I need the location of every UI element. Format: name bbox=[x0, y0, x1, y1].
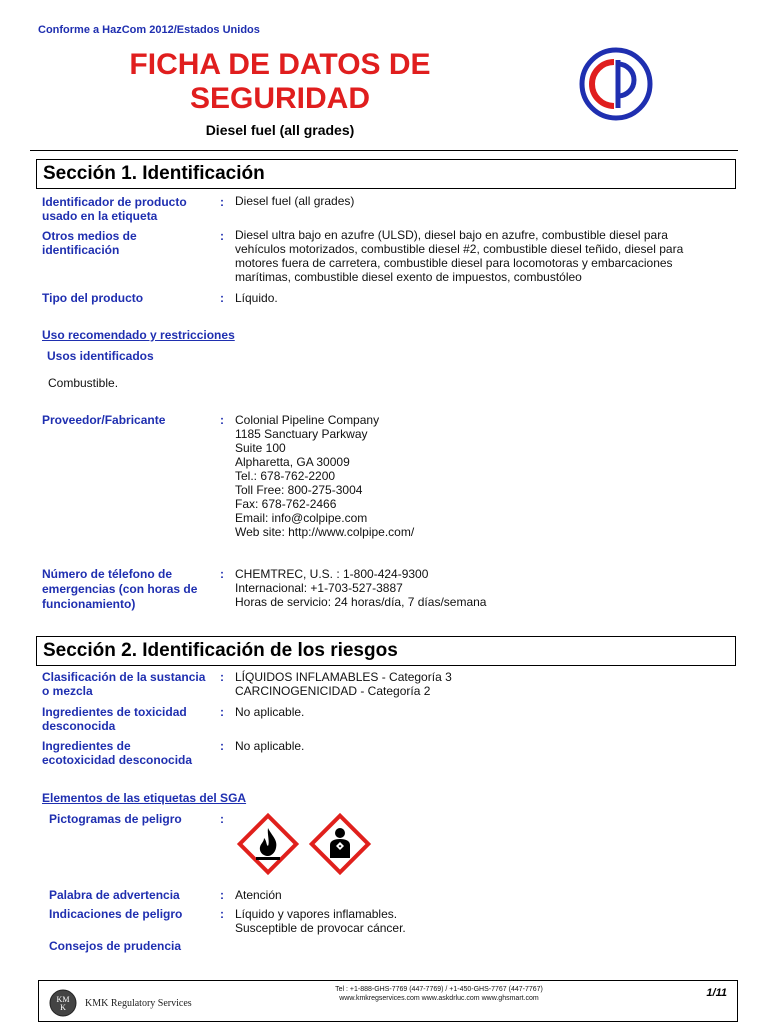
colon: : bbox=[220, 229, 224, 243]
other-ids-label: Otros medios de identificación bbox=[42, 229, 137, 257]
page-footer bbox=[38, 980, 738, 1022]
colon: : bbox=[220, 888, 224, 902]
svg-text:KM: KM bbox=[56, 995, 70, 1004]
colon: : bbox=[220, 705, 224, 719]
product-type-label: Tipo del producto bbox=[42, 291, 144, 305]
title-line-1: FICHA DE DATOS DE bbox=[129, 48, 431, 81]
colon: : bbox=[220, 413, 224, 427]
document-title bbox=[60, 48, 500, 116]
title-line-2: SEGURIDAD bbox=[189, 82, 370, 115]
kmk-logo-icon bbox=[49, 989, 77, 1017]
identified-uses-label: Usos identificados bbox=[47, 349, 154, 363]
hazard-statements-label: Indicaciones de peligro bbox=[49, 907, 183, 921]
product-identifier-value: Diesel fuel (all grades) bbox=[235, 194, 355, 208]
product-name: Diesel fuel (all grades) bbox=[205, 122, 355, 138]
colon: : bbox=[220, 739, 224, 753]
hazard-statements-value: Líquido y vapores inflamables. Susceptible de provocar cáncer. bbox=[235, 907, 406, 935]
colon: : bbox=[220, 907, 224, 921]
signal-word-label: Palabra de advertencia bbox=[49, 888, 180, 902]
ecotox-unknown-value: No aplicable. bbox=[235, 739, 305, 753]
emergency-value: CHEMTREC, U.S. : 1-800-424-9300 Internacional: +1-703-527-3887 Horas de servicio: 24 horas/día, 7 días/semana bbox=[235, 567, 487, 609]
supplier-website: Web site: http://www.colpipe.com/ bbox=[235, 525, 415, 539]
colon: : bbox=[220, 567, 224, 581]
section-2-heading: Sección 2. Identificación de los riesgos bbox=[36, 636, 736, 666]
classification-label: Clasificación de la sustancia o mezcla bbox=[42, 670, 206, 698]
colon: : bbox=[220, 195, 224, 209]
identified-uses-value: Combustible. bbox=[48, 376, 119, 390]
section-1-heading: Sección 1. Identificación bbox=[36, 159, 736, 189]
product-identifier-label: Identificador de producto usado en la etiqueta bbox=[42, 195, 187, 223]
health-hazard-pictogram-icon bbox=[308, 812, 372, 876]
colon: : bbox=[220, 812, 224, 826]
colon: : bbox=[220, 291, 224, 305]
product-type-value: Líquido. bbox=[235, 291, 278, 305]
colon: : bbox=[220, 670, 224, 684]
footer-contact: Tel : +1-888-GHS-7769 (447-7769) / +1-450-GHS-7767 (447-7767) www.kmkregservices.com www.askdrluc.com www.ghsmart.com bbox=[335, 986, 543, 1002]
company-logo bbox=[578, 46, 654, 122]
other-ids-value: Diesel ultra bajo en azufre (ULSD), diesel bajo en azufre, combustible diesel para vehículos motorizados, combustible diesel #2, combustible diesel teñido, diesel para motores fuera de carretera, combustible diesel para locomotoras y embarcaciones marítimas, combustible diesel exento de impuestos, combustóleo bbox=[235, 228, 684, 284]
uses-heading: Uso recomendado y restricciones bbox=[42, 328, 235, 342]
compliance-note: Conforme a HazCom 2012/Estados Unidos bbox=[38, 24, 260, 36]
supplier-address: Colonial Pipeline Company 1185 Sanctuary Parkway Suite 100 Alpharetta, GA 30009 Tel.: 678-762-2200 Toll Free: 800-275-3004 Fax: 678-762-2466 Email: info@colpipe.com Web site: http://www.colpipe.com/ bbox=[235, 413, 725, 539]
precautionary-label: Consejos de prudencia bbox=[49, 939, 182, 953]
ghs-heading: Elementos de las etiquetas del SGA bbox=[42, 791, 247, 805]
header-rule bbox=[30, 150, 738, 151]
pictograms-label: Pictogramas de peligro bbox=[49, 812, 182, 826]
tox-unknown-value: No aplicable. bbox=[235, 705, 305, 719]
footer-company: KMK Regulatory Services bbox=[85, 998, 192, 1009]
emergency-label: Número de télefono de emergencias (con horas de funcionamiento) bbox=[42, 567, 198, 611]
supplier-email: Email: info@colpipe.com bbox=[235, 511, 368, 525]
page-number: 1/11 bbox=[706, 987, 727, 999]
ecotox-unknown-label: Ingredientes de ecotoxicidad desconocida bbox=[42, 739, 193, 767]
classification-value: LÍQUIDOS INFLAMABLES - Categoría 3 CARCINOGENICIDAD - Categoría 2 bbox=[235, 670, 452, 698]
svg-text:K: K bbox=[60, 1003, 66, 1012]
tox-unknown-label: Ingredientes de toxicidad desconocida bbox=[42, 705, 187, 733]
supplier-label: Proveedor/Fabricante bbox=[42, 413, 166, 427]
flame-pictogram-icon bbox=[236, 812, 300, 876]
signal-word-value: Atención bbox=[235, 888, 282, 902]
